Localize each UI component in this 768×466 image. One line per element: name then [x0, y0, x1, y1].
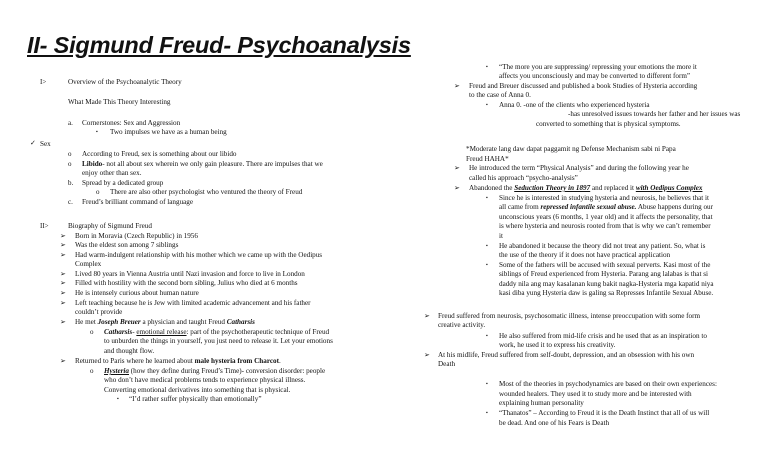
list-item-continuation: work, he used it to express his creativity. [499, 341, 616, 349]
circle-bullet-icon: o [96, 188, 100, 196]
list-item-continuation: to unburden the things in yourself, you just need to release it. Let your emotions [104, 337, 333, 345]
section-heading: Biography of Sigmund Freud [68, 222, 152, 230]
list-item: Anna 0. -one of the clients who experienced hysteria [499, 101, 650, 109]
list-item: Spread by a dedicated group [82, 179, 164, 187]
list-item-continuation: all came from repressed infantile sexual abuse. Abuse happens during our [499, 203, 714, 211]
list-item-continuation: to the case of Anna 0. [469, 91, 531, 99]
circle-bullet-icon: o [68, 150, 72, 158]
list-item-continuation: Converting emotional derivatives into something that is physical. [104, 386, 291, 394]
list-item: “Thanatos” – According to Freud it is the Death Instinct that all of us will [499, 409, 710, 417]
list-item-continuation: explaining human personality [499, 399, 584, 407]
section-roman-marker: I> [40, 78, 47, 86]
list-item: Some of the fathers will be accused with sexual perverts. Kasi most of the [499, 261, 711, 269]
list-item-continuation: affects you unconsciously and may be converted to different form” [499, 72, 691, 80]
note-text: Freud HAHA* [466, 155, 509, 163]
list-item: He is intensely curious about human nature [75, 289, 199, 297]
list-item: Libido- not all about sex wherein we only gain pleasure. There are impulses that we [82, 160, 323, 168]
list-item: “The more you are suppressing/ repressing your emotions the more it [499, 63, 697, 71]
circle-bullet-icon: o [90, 328, 94, 336]
list-item-continuation: be dead. And one of his Fears is Death [499, 419, 610, 427]
square-bullet-icon: ▪ [486, 382, 488, 387]
document-title: II- Sigmund Freud- Psychoanalysis [27, 32, 411, 58]
square-bullet-icon: ▪ [486, 244, 488, 249]
arrow-bullet-icon: ➢ [60, 251, 66, 259]
list-item: Catharsis- emotional release: part of the psychotherapeutic technique of Freud [104, 328, 330, 336]
list-item-continuation: who don’t have medical problems tends to experience physical illness. [104, 376, 306, 384]
circle-bullet-icon: o [68, 160, 72, 168]
list-item-continuation: called his approach “psycho-analysis” [469, 174, 578, 182]
list-item: Cornerstones: Sex and Aggression [82, 119, 181, 127]
list-item-continuation: is where hysteria and neurosis rooted from that is why we can’t remember [499, 222, 711, 230]
arrow-bullet-icon: ➢ [60, 318, 66, 326]
list-item: Lived 80 years in Vienna Austria until Nazi invasion and force to live in London [75, 270, 305, 278]
section-heading: Overview of the Psychoanalytic Theory [68, 78, 182, 86]
list-item: He abandoned it because the theory did not treat any patient. So, what is [499, 242, 706, 250]
list-item: Sex [40, 140, 51, 148]
list-item-continuation: daddy nila ang may kasalanan kung bakit nagka-Hysteria mga kapatid niya [499, 280, 714, 288]
square-bullet-icon: ▪ [117, 397, 119, 402]
checkmark-icon: ✓ [30, 139, 36, 147]
list-item-continuation: siblings of Freud experienced from Hysteria. Parang ang lalabas is that si [499, 270, 709, 278]
arrow-bullet-icon: ➢ [60, 232, 66, 240]
list-letter: b. [68, 179, 74, 187]
arrow-bullet-icon: ➢ [454, 82, 460, 90]
list-item: Freud and Breuer discussed and published a book Studies of Hysteria according [469, 82, 698, 90]
list-item: He also suffered from mid-life crisis and he used that as an inspiration to [499, 332, 707, 340]
square-bullet-icon: ▪ [486, 411, 488, 416]
arrow-bullet-icon: ➢ [60, 357, 66, 365]
list-item: Freud’s brilliant command of language [82, 198, 194, 206]
list-item: He introduced the term “Physical Analysis” and during the following year he [469, 164, 689, 172]
list-item-continuation: creative activity. [438, 321, 486, 329]
arrow-bullet-icon: ➢ [60, 270, 66, 278]
arrow-bullet-icon: ➢ [454, 164, 460, 172]
note-text: *Moderate lang daw dapat paggamit ng Defense Mechanism sabi ni Papa [466, 145, 676, 153]
list-letter: a. [68, 119, 73, 127]
list-item-continuation: and thought flow. [104, 347, 155, 355]
list-item-continuation: it [499, 232, 503, 240]
list-item: There are also other psychologist who ventured the theory of Freud [110, 188, 303, 196]
square-bullet-icon: ▪ [486, 263, 488, 268]
section-roman-marker: II> [40, 222, 49, 230]
list-item: According to Freud, sex is something about our libido [82, 150, 237, 158]
square-bullet-icon: ▪ [486, 196, 488, 201]
list-item-continuation: wounded healers. They used it to study more and be interested with [499, 390, 692, 398]
list-item: At his midlife, Freud suffered from self-doubt, depression, and an obsession with his own [438, 351, 695, 359]
list-item: Since he is interested in studying hysteria and neurosis, he believes that it [499, 194, 710, 202]
arrow-bullet-icon: ➢ [60, 279, 66, 287]
square-bullet-icon: ▪ [96, 130, 98, 135]
list-item: Freud suffered from neurosis, psychosomatic illness, intense preoccupation with some form [438, 312, 701, 320]
list-item-continuation: Complex [75, 260, 102, 268]
square-bullet-icon: ▪ [486, 65, 488, 70]
subheading: What Made This Theory Interesting [68, 98, 171, 106]
list-item-continuation: kasi diba yung Hysteria daw is galing sa Represses Infantile Sexual Abuse. [499, 289, 714, 297]
list-letter: c. [68, 198, 73, 206]
list-item: Born in Moravia (Czech Republic) in 1956 [75, 232, 198, 240]
list-item-continuation: converted to something that is physical symptoms. [536, 120, 681, 128]
arrow-bullet-icon: ➢ [424, 351, 430, 359]
arrow-bullet-icon: ➢ [60, 241, 66, 249]
square-bullet-icon: ▪ [486, 334, 488, 339]
list-item-continuation: couldn’t provide [75, 308, 123, 316]
list-item-continuation: unconscious years (6 months, 1 year old) and it affects the personality, that [499, 213, 713, 221]
arrow-bullet-icon: ➢ [424, 312, 430, 320]
list-item: Hysteria (how they define during Freud’s Time)- conversion disorder: people [104, 367, 326, 375]
square-bullet-icon: ▪ [486, 103, 488, 108]
list-item: Returned to Paris where he learned about male hysteria from Charcot. [75, 357, 281, 365]
arrow-bullet-icon: ➢ [454, 184, 460, 192]
list-item: Was the eldest son among 7 siblings [75, 241, 179, 249]
list-item: He met Joseph Breuer a physician and taught Freud Catharsis [75, 318, 255, 326]
list-item-continuation: the use of the theory if it does not have practical application [499, 251, 671, 259]
list-item-continuation: Death [438, 360, 456, 368]
list-item: Two impulses we have as a human being [110, 128, 227, 136]
circle-bullet-icon: o [90, 367, 94, 375]
arrow-bullet-icon: ➢ [60, 299, 66, 307]
list-item: Had warm-indulgent relationship with his mother which we came up with the Oedipus [75, 251, 323, 259]
list-item-continuation: -has unresolved issues towards her father and her issues was [568, 110, 741, 118]
arrow-bullet-icon: ➢ [60, 289, 66, 297]
list-item: Filled with hostility with the second born sibling, Julius who died at 6 months [75, 279, 298, 287]
list-item-continuation: enjoy other than sex. [82, 169, 142, 177]
list-item: Most of the theories in psychodynamics are based on their own experiences: [499, 380, 717, 388]
list-item: Left teaching because he is Jew with limited academic advancement and his father [75, 299, 311, 307]
list-item: Abandoned the Seduction Theory in 1897 and replaced it with Oedipus Complex [469, 184, 703, 192]
list-item: “I’d rather suffer physically than emotionally” [129, 395, 262, 403]
